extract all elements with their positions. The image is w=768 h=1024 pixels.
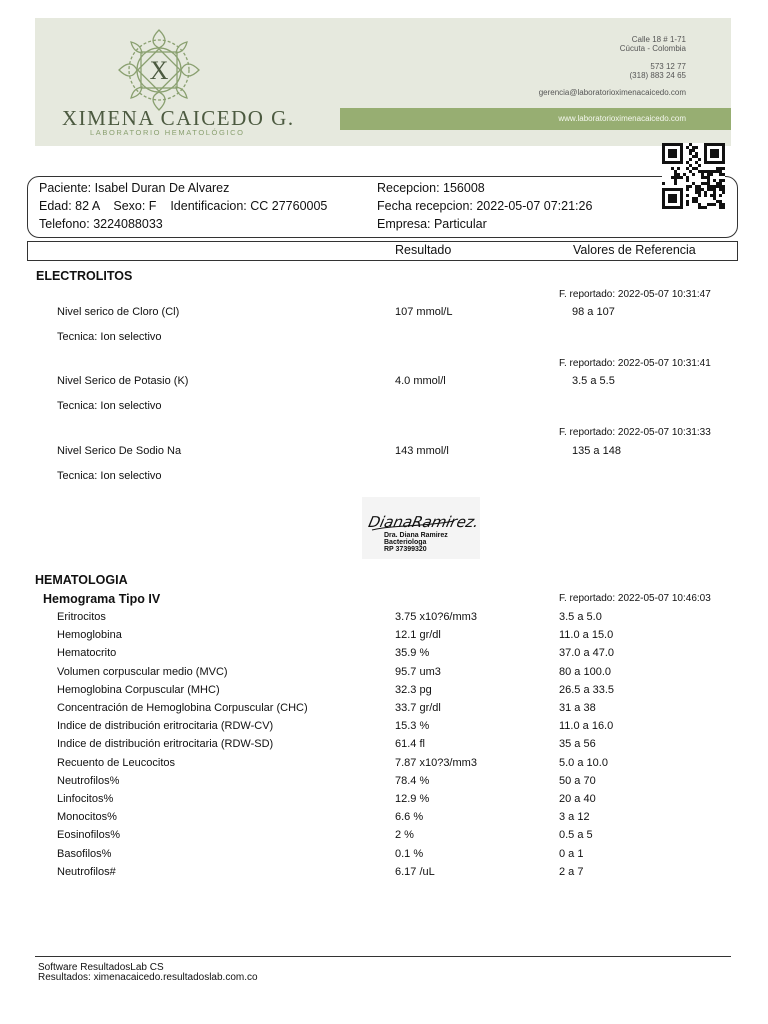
test-result: 6.6 % [395, 811, 424, 823]
test-name: Recuento de Leucocitos [57, 757, 176, 769]
test-reference: 50 a 70 [559, 775, 596, 787]
test-result: 0.1 % [395, 848, 424, 860]
qr-code-icon [662, 143, 725, 209]
test-reference: 20 a 40 [559, 793, 596, 805]
test-result: 78.4 % [395, 775, 430, 787]
patient-age-sex-id: Edad: 82 A Sexo: F Identificacion: CC 27760005 [39, 199, 328, 213]
test-result: 2 % [395, 829, 414, 841]
test-reference: 37.0 a 47.0 [559, 647, 615, 659]
lab-city: Cúcuta - Colombia [619, 44, 686, 53]
test-reference: 135 a 148 [572, 445, 621, 457]
test-result: 15.3 % [395, 720, 430, 732]
test-name: Volumen corpuscular medio (MVC) [57, 666, 228, 678]
test-technique: Tecnica: Ion selectivo [57, 400, 162, 412]
test-name: Neutrofilos% [57, 775, 120, 787]
test-name: Hemoglobina Corpuscular (MHC) [57, 684, 220, 696]
test-result: 7.87 x10?3/mm3 [395, 757, 477, 769]
footer-software: Software ResultadosLab CS [38, 962, 164, 973]
panel-title: Hemograma Tipo IV [43, 592, 161, 606]
test-name: Concentración de Hemoglobina Corpuscular (CHC) [57, 702, 308, 714]
test-result: 6.17 /uL [395, 866, 435, 878]
reception-number: Recepcion: 156008 [377, 181, 485, 195]
test-reference: 3 a 12 [559, 811, 590, 823]
company: Empresa: Particular [377, 217, 487, 231]
test-result: 32.3 pg [395, 684, 432, 696]
signature-scribble: DianaRamirez. [366, 513, 480, 531]
lab-subtitle: LABORATORIO HEMATOLÓGICO [90, 128, 245, 137]
lab-website: www.laboratorioximenacaicedo.com [558, 114, 686, 123]
column-result: Resultado [395, 243, 452, 257]
test-result: 95.7 um3 [395, 666, 441, 678]
test-reference: 80 a 100.0 [559, 666, 611, 678]
test-result: 35.9 % [395, 647, 430, 659]
test-name: Monocitos% [57, 811, 117, 823]
test-reference: 11.0 a 16.0 [559, 720, 614, 732]
test-name: Neutrofilos# [57, 866, 116, 878]
test-name: Linfocitos% [57, 793, 114, 805]
test-result: 12.1 gr/dl [395, 629, 441, 641]
test-name: Hematocrito [57, 647, 117, 659]
test-reference: 0 a 1 [559, 848, 584, 860]
test-reference: 31 a 38 [559, 702, 596, 714]
test-result: 12.9 % [395, 793, 430, 805]
test-reference: 35 a 56 [559, 738, 596, 750]
test-name: Eosinofilos% [57, 829, 120, 841]
test-reference: 11.0 a 15.0 [559, 629, 614, 641]
test-name: Nivel Serico de Potasio (K) [57, 375, 189, 387]
test-name: Nivel Serico De Sodio Na [57, 445, 182, 457]
test-name: Nivel serico de Cloro (Cl) [57, 306, 180, 318]
reported-date: F. reportado: 2022-05-07 10:31:33 [559, 427, 711, 438]
test-reference: 3.5 a 5.0 [559, 611, 602, 623]
lab-email: gerencia@laboratorioximenacaicedo.com [538, 88, 686, 97]
signature-stamp [362, 497, 480, 559]
test-technique: Tecnica: Ion selectivo [57, 470, 162, 482]
test-name: Hemoglobina [57, 629, 122, 641]
test-name: Eritrocitos [57, 611, 106, 623]
test-reference: 2 a 7 [559, 866, 584, 878]
section-electrolitos: ELECTROLITOS [36, 269, 133, 283]
test-reference: 0.5 a 5 [559, 829, 593, 841]
footer-results-url: Resultados: ximenacaicedo.resultadoslab.com.co [38, 972, 258, 983]
reported-date: F. reportado: 2022-05-07 10:31:47 [559, 289, 711, 300]
test-result: 107 mmol/L [395, 306, 453, 318]
test-result: 143 mmol/l [395, 445, 449, 457]
reported-date: F. reportado: 2022-05-07 10:31:41 [559, 358, 711, 369]
lab-phone-2: (318) 883 24 65 [629, 71, 686, 80]
lab-phone-1: 573 12 77 [650, 62, 686, 71]
reception-date: Fecha recepcion: 2022-05-07 07:21:26 [377, 199, 593, 213]
test-result: 4.0 mmol/l [395, 375, 446, 387]
signature-role: Bacteriologa [384, 539, 427, 546]
test-reference: 5.0 a 10.0 [559, 757, 608, 769]
patient-phone: Telefono: 3224088033 [39, 217, 163, 231]
test-name: Indice de distribución eritrocitaria (RDW-CV) [57, 720, 274, 732]
patient-name: Paciente: Isabel Duran De Alvarez [39, 181, 230, 195]
test-name: Basofilos% [57, 848, 112, 860]
column-reference: Valores de Referencia [573, 243, 696, 257]
test-reference: 98 a 107 [572, 306, 615, 318]
test-result: 61.4 fl [395, 738, 425, 750]
signature-name: Dra. Diana Ramirez [384, 532, 448, 539]
lab-address: Calle 18 # 1-71 [631, 35, 686, 44]
lab-name: XIMENA CAICEDO G. [62, 106, 295, 130]
logo-letter: X [149, 56, 169, 85]
footer-divider [35, 956, 731, 957]
test-result: 3.75 x10?6/mm3 [395, 611, 477, 623]
test-reference: 3.5 a 5.5 [572, 375, 615, 387]
test-reference: 26.5 a 33.5 [559, 684, 615, 696]
signature-rp: RP 37399320 [384, 546, 427, 553]
section-hematologia: HEMATOLOGIA [35, 573, 128, 587]
test-name: Indice de distribución eritrocitaria (RDW-SD) [57, 738, 274, 750]
test-result: 33.7 gr/dl [395, 702, 441, 714]
reported-date: F. reportado: 2022-05-07 10:46:03 [559, 593, 711, 604]
test-technique: Tecnica: Ion selectivo [57, 331, 162, 343]
